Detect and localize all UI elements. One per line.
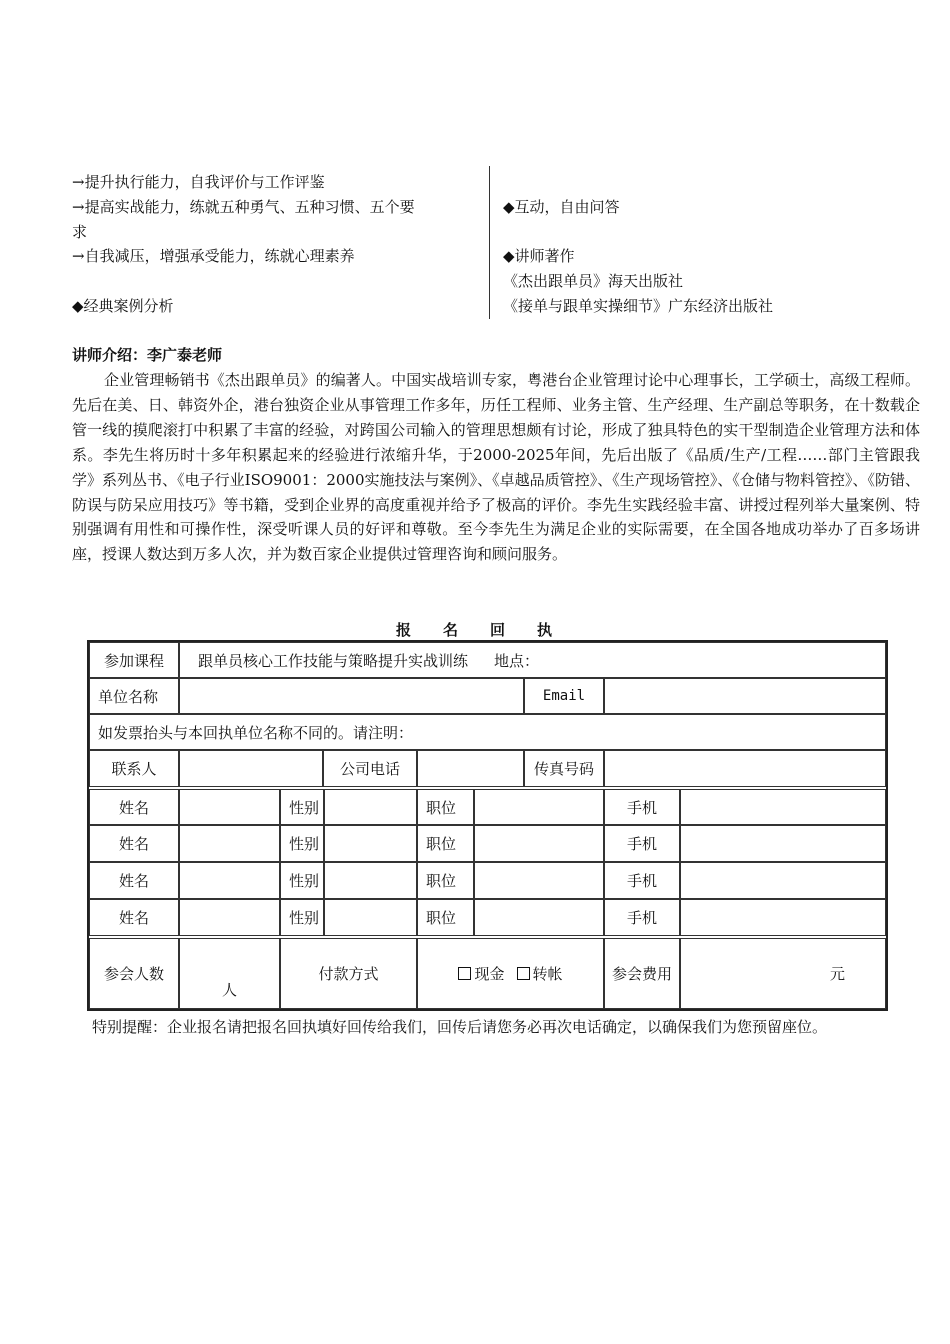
attendee-position-input[interactable] [474,899,604,936]
cash-checkbox-icon[interactable] [458,967,471,980]
attendee-name-label: 姓名 [89,899,179,936]
attendee-mobile-label: 手机 [604,862,680,899]
attendee-gender-input[interactable] [324,789,417,825]
benefits-right-column [503,170,923,319]
benefit-item: 《杰出跟单员》海天出版社 [503,272,684,291]
invoice-note[interactable]: 如发票抬头与本回执单位名称不同的。请注明： [89,714,886,750]
instructor-bio: 企业管理畅销书《杰出跟单员》的编著人。中国实战培训专家，粤港台企业管理讨论中心理事长，工学硕士，高级工程师。先后在美、日、韩资外企，港台独资企业从事管理工作多年，历任工程师、业务主管、生产经理、生产副总等职务，在十数载企管一线的摸爬滚打中积累了丰富的经验，对跨国公司输入的管理思想颇有讨论，形成了独具特色的实干型制造企业管理方法和体系。李先生将历时十多年积累起来的经验进行浓缩升华，于2000-2025年间，先后出版了《品质/生产/工程……部门主管跟我学》系列丛书、《电子行业ISO9001：2000实施技法与案例》、《卓越品质管控》、《生产现场管控》、《仓储与物料管控》、《防错、防误与防呆应用技巧》等书籍，受到企业界的高度重视并给予了极高的评价。李先生实践经验丰富、讲授过程列举大量案例、特别强调有用性和可操作性，深受听课人员的好评和尊敬。至今李先生为满足企业的实际需要，在全国各地成功举办了百多场讲座，授课人数达到万多人次，并为数百家企业提供过管理咨询和顾问服务。 [72,371,920,564]
fax-label: 传真号码 [524,750,604,787]
attendee-gender-input[interactable] [324,899,417,936]
attendee-gender-input[interactable] [324,862,417,899]
attendee-name-label: 姓名 [89,789,179,825]
phone-input[interactable] [417,750,524,787]
attendee-gender-label: 性别 [280,899,324,936]
cash-option[interactable] [458,963,504,984]
attendee-mobile-label: 手机 [604,899,680,936]
column-divider [489,166,490,319]
benefit-item: 《接单与跟单实操细节》广东经济出版社 [503,296,774,315]
attendee-mobile-input[interactable] [680,789,886,825]
course-value: 跟单员核心工作技能与策略提升实战训练 [198,651,469,670]
fee-label: 参会费用 [604,938,680,1009]
attendee-name-input[interactable] [179,862,280,899]
benefit-item: →提升执行能力，自我评价与工作评鉴 [72,173,325,191]
company-label: 单位名称 [89,678,179,714]
attendee-name-input[interactable] [179,825,280,862]
transfer-option-label: 转帐 [532,965,563,983]
benefit-item: 求 [72,222,88,241]
attendee-position-input[interactable] [474,789,604,825]
attendee-gender-label: 性别 [280,789,324,825]
attendee-gender-input[interactable] [324,825,417,862]
attendee-count-label: 参会人数 [89,938,179,1009]
attendee-position-label: 职位 [417,825,474,862]
fee-unit: 元 [829,965,845,983]
form-title: 报名回执 [395,621,584,639]
transfer-checkbox-icon[interactable] [517,967,530,980]
attendee-mobile-input[interactable] [680,862,886,899]
attendee-mobile-label: 手机 [604,789,680,825]
fax-input[interactable] [604,750,886,787]
email-input[interactable] [604,678,886,714]
attendee-mobile-input[interactable] [680,825,886,862]
benefit-item [503,170,923,195]
course-value-cell [179,642,886,678]
attendee-gender-label: 性别 [280,862,324,899]
attendee-mobile-label: 手机 [604,825,680,862]
benefit-item: →提高实战能力，练就五种勇气、五种习惯、五个要 [72,197,415,216]
transfer-option[interactable] [517,963,563,984]
attendee-count-unit: 人 [221,981,237,999]
attendee-count-input[interactable] [179,938,280,1009]
benefit-item: ◆讲师著作 [503,247,575,266]
attendee-gender-label: 性别 [280,825,324,862]
course-label: 参加课程 [89,642,179,678]
fee-input[interactable] [680,938,886,1009]
attendee-position-input[interactable] [474,825,604,862]
attendee-name-label: 姓名 [89,862,179,899]
attendee-name-input[interactable] [179,899,280,936]
contact-label: 联系人 [89,750,179,787]
payment-options [417,938,604,1009]
attendee-mobile-input[interactable] [680,899,886,936]
instructor-heading: 讲师介绍：李广泰老师 [72,346,223,364]
benefit-item: →自我减压，增强承受能力，练就心理素养 [72,247,355,266]
phone-label: 公司电话 [323,750,417,787]
benefit-item: ◆经典案例分析 [72,296,174,315]
attendee-name-input[interactable] [179,789,280,825]
contact-input[interactable] [179,750,323,787]
benefits-left-column [72,170,482,319]
payment-method-label: 付款方式 [280,938,417,1009]
attendee-position-input[interactable] [474,862,604,899]
attendee-position-label: 职位 [417,789,474,825]
location-label: 地点： [494,651,540,670]
company-input[interactable] [179,678,524,714]
cash-option-label: 现金 [474,965,505,983]
attendee-position-label: 职位 [417,899,474,936]
attendee-position-label: 职位 [417,862,474,899]
email-label: Email [524,678,604,714]
benefit-item [503,220,923,245]
benefit-item: ◆互动，自由问答 [503,197,620,216]
benefit-item [72,269,482,294]
special-reminder: 特别提醒：企业报名请把报名回执填好回传给我们，回传后请您务必再次电话确定，以确保我们为您预留座位。 [92,1018,828,1036]
attendee-name-label: 姓名 [89,825,179,862]
